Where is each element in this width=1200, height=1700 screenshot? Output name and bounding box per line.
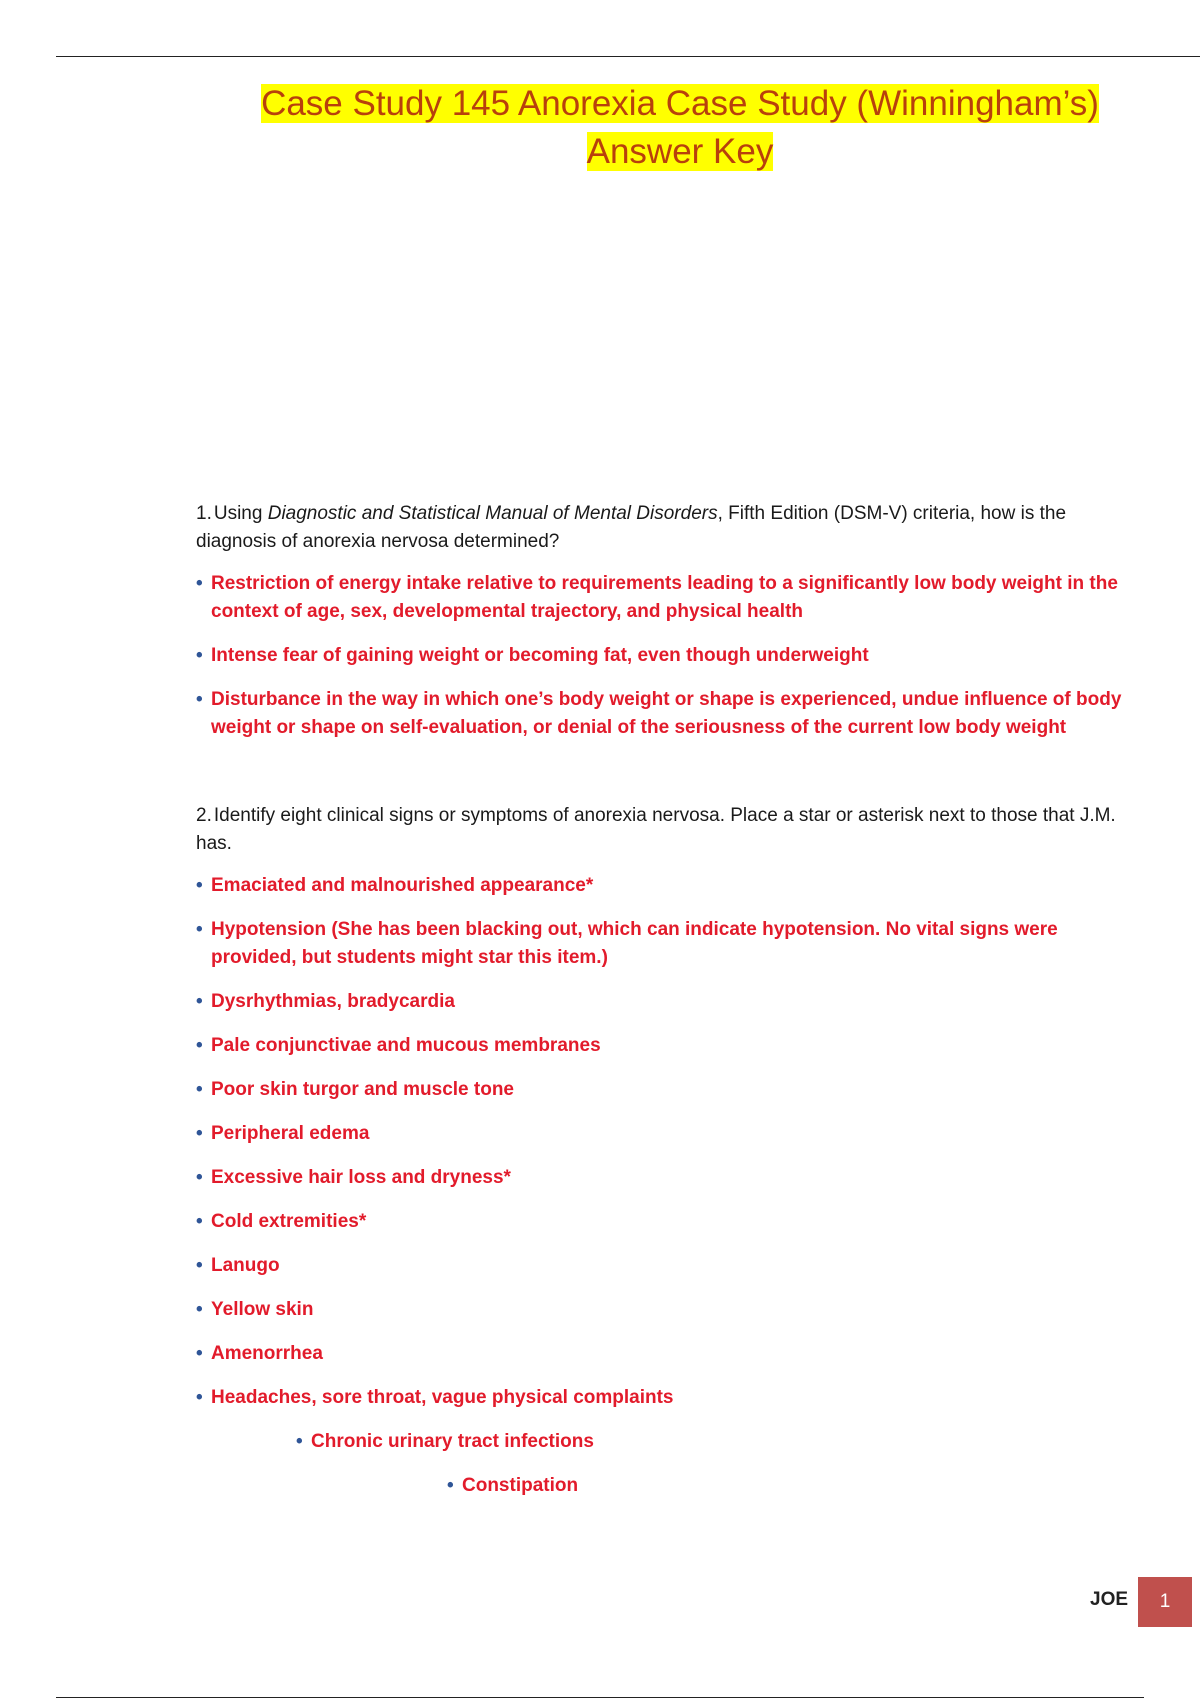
bullet-icon: • bbox=[196, 1079, 203, 1100]
question-2-answers bbox=[196, 872, 1136, 1500]
answer-item bbox=[196, 570, 1136, 626]
title-line2: Answer Key bbox=[586, 132, 774, 171]
answer-text: Amenorrhea bbox=[211, 1343, 323, 1364]
answer-text: Cold extremities* bbox=[211, 1211, 367, 1232]
bullet-icon: • bbox=[196, 1387, 203, 1408]
answer-text: Pale conjunctivae and mucous membranes bbox=[211, 1035, 601, 1056]
answer-text: Constipation bbox=[462, 1475, 579, 1496]
page-number-badge: 1 bbox=[1138, 1577, 1192, 1627]
bullet-icon: • bbox=[196, 645, 203, 666]
question-2-number: 2. bbox=[196, 805, 212, 826]
bullet-icon: • bbox=[196, 991, 203, 1012]
header-rule bbox=[56, 56, 1200, 57]
question-1-block bbox=[196, 500, 1136, 742]
bullet-icon: • bbox=[296, 1431, 303, 1452]
question-2-block bbox=[196, 802, 1136, 1500]
answer-text: Poor skin turgor and muscle tone bbox=[211, 1079, 514, 1100]
answer-text: Excessive hair loss and dryness* bbox=[211, 1167, 511, 1188]
answer-text: Restriction of energy intake relative to requirements leading to a significantly low body weight in the context of age, sex, developmental trajectory, and physical health bbox=[211, 573, 1118, 622]
answer-item bbox=[447, 1472, 1136, 1500]
title-line1-part2: Case Study (Winningham’s) bbox=[656, 84, 1099, 123]
answer-item bbox=[196, 1340, 1136, 1368]
answer-text: Disturbance in the way in which one’s body weight or shape is experienced, undue influence of body weight or shape on self-evaluation, or denial of the seriousness of the current low body weight bbox=[211, 689, 1122, 738]
answer-item bbox=[196, 1384, 1136, 1412]
answer-item bbox=[196, 1296, 1136, 1324]
document-title bbox=[230, 80, 1130, 176]
question-1 bbox=[196, 500, 1136, 556]
bullet-icon: • bbox=[196, 1123, 203, 1144]
answer-item bbox=[196, 872, 1136, 900]
answer-text: Intense fear of gaining weight or becoming fat, even though underweight bbox=[211, 645, 869, 666]
answer-text: Chronic urinary tract infections bbox=[311, 1431, 594, 1452]
answer-item bbox=[196, 1076, 1136, 1104]
answer-text: Yellow skin bbox=[211, 1299, 314, 1320]
title-line1-part1: Case Study 145 Anorexia bbox=[261, 84, 657, 123]
bullet-icon: • bbox=[196, 1035, 203, 1056]
answer-text: Lanugo bbox=[211, 1255, 280, 1276]
answer-item bbox=[196, 1120, 1136, 1148]
bullet-icon: • bbox=[196, 1255, 203, 1276]
bullet-icon: • bbox=[196, 689, 203, 710]
document-body bbox=[196, 500, 1136, 1516]
answer-item bbox=[196, 916, 1136, 972]
question-1-prefix: Using bbox=[213, 503, 268, 524]
answer-text: Emaciated and malnourished appearance* bbox=[211, 875, 594, 896]
bullet-icon: • bbox=[196, 573, 203, 594]
bullet-icon: • bbox=[196, 1167, 203, 1188]
question-2 bbox=[196, 802, 1136, 858]
question-2-text: Identify eight clinical signs or symptoms of anorexia nervosa. Place a star or asterisk next to those that J.M. has. bbox=[196, 805, 1116, 854]
bullet-icon: • bbox=[196, 919, 203, 940]
answer-item bbox=[196, 686, 1136, 742]
answer-text: Dysrhythmias, bradycardia bbox=[211, 991, 455, 1012]
answer-item bbox=[196, 1032, 1136, 1060]
answer-item bbox=[196, 988, 1136, 1016]
answer-item bbox=[296, 1428, 1136, 1456]
answer-text: Hypotension (She has been blacking out, which can indicate hypotension. No vital signs were provided, but students might star this item.) bbox=[211, 919, 1058, 968]
bullet-icon: • bbox=[196, 875, 203, 896]
bullet-icon: • bbox=[447, 1475, 454, 1496]
question-1-number: 1. bbox=[196, 503, 212, 524]
answer-item bbox=[196, 642, 1136, 670]
question-1-italic: Diagnostic and Statistical Manual of Mental Disorders bbox=[267, 503, 718, 524]
bullet-icon: • bbox=[196, 1299, 203, 1320]
footer-label: JOE bbox=[1090, 1589, 1129, 1610]
answer-text: Peripheral edema bbox=[211, 1123, 370, 1144]
answer-item bbox=[196, 1252, 1136, 1280]
footer-rule bbox=[56, 1697, 1144, 1698]
answer-item bbox=[196, 1208, 1136, 1236]
bullet-icon: • bbox=[196, 1211, 203, 1232]
question-1-answers bbox=[196, 570, 1136, 742]
answer-item bbox=[196, 1164, 1136, 1192]
answer-text: Headaches, sore throat, vague physical complaints bbox=[211, 1387, 674, 1408]
question-1-suffix: , Fifth Edition (DSM-V) criteria, how is the diagnosis of anorexia nervosa determined? bbox=[196, 503, 1067, 552]
bullet-icon: • bbox=[196, 1343, 203, 1364]
